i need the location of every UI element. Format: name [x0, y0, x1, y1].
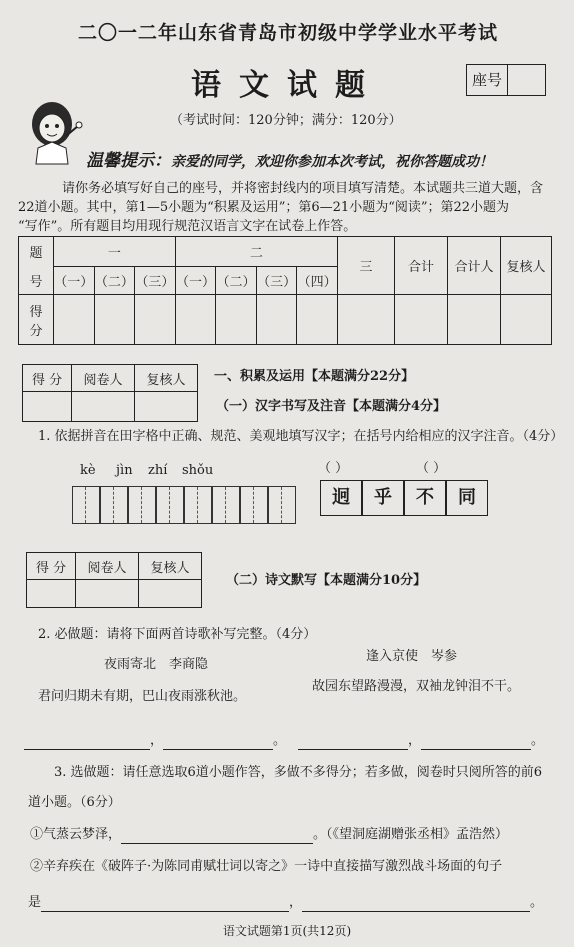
total-header: 合计 — [395, 237, 448, 295]
seat-number-box[interactable] — [466, 64, 546, 96]
score-table — [18, 236, 552, 345]
answer-line[interactable] — [121, 829, 313, 844]
q3-item-1-source: 。（《望洞庭湖赠张丞相》孟浩然） — [313, 827, 509, 842]
stamp-char-3: 不 — [404, 480, 446, 516]
grader-cell[interactable] — [76, 580, 139, 608]
stamp-char-1: 迥 — [320, 480, 362, 516]
sub-2-4: （四） — [297, 267, 338, 295]
grid-cell[interactable] — [72, 486, 100, 524]
grader-cell[interactable] — [27, 580, 76, 608]
question-2: 2. 必做题：请将下面两首诗歌补写完整。（4分） — [38, 627, 317, 642]
q3-item-2: ②辛弃疾在《破阵子·为陈同甫赋壮词以寄之》一诗中直接描写激烈战斗场面的句子 — [30, 859, 503, 874]
answer-line[interactable] — [302, 897, 530, 912]
row-label-score — [19, 295, 54, 345]
paren-left[interactable]: （ ） — [318, 461, 349, 476]
pinyin-4: shǒu — [182, 463, 214, 478]
grader-table-1 — [22, 364, 198, 422]
paren-right[interactable]: （ ） — [416, 461, 447, 476]
sub-2-3: （三） — [256, 267, 297, 295]
grader-score-label: 得 分 — [23, 365, 72, 392]
question-1: 1. 依据拼音在田字格中正确、规范、美观地填写汉字；在括号内给相应的汉字注音。（4分） — [38, 429, 564, 444]
answer-line[interactable] — [41, 897, 289, 912]
warm-tip — [86, 146, 493, 171]
grader-cell[interactable] — [72, 392, 135, 422]
grader-cell[interactable] — [23, 392, 72, 422]
subject-title: 语文试题 — [191, 68, 383, 103]
score-cell[interactable] — [135, 295, 176, 345]
sub-1-2: （二） — [94, 267, 135, 295]
tip-greeting: 亲爱的同学，欢迎你参加本次考试，祝你答题成功！ — [171, 154, 493, 170]
poem-2-line: 故园东望路漫漫，双袖龙钟泪不干。 — [312, 679, 521, 694]
grader-reviewer-label: 复核人 — [135, 365, 198, 392]
score-cell[interactable] — [395, 295, 448, 345]
exam-title: 二〇一二年山东省青岛市初级中学学业水平考试 — [77, 22, 498, 44]
period: 。 — [273, 733, 287, 748]
grid-cell[interactable] — [212, 486, 240, 524]
sub-2-1: （一） — [175, 267, 216, 295]
q3-item-2-end-mid: ， — [289, 895, 303, 910]
poem-2-title: 逢入京使 岑参 — [366, 649, 458, 664]
stamp-char-2: 乎 — [362, 480, 404, 516]
section-2-header: 二 — [175, 237, 337, 267]
question-3-line-2: 道小题。（6分） — [28, 795, 121, 810]
answer-line[interactable] — [298, 735, 408, 750]
row-label-3: 得 — [29, 304, 43, 320]
score-cell[interactable] — [54, 295, 95, 345]
section-1-header: 一 — [54, 237, 176, 267]
score-cell[interactable] — [94, 295, 135, 345]
row-label-1: 题 — [19, 237, 54, 267]
pinyin-1: kè — [80, 463, 96, 478]
page-footer: 语文试题第1页(共12页) — [222, 924, 352, 938]
grader-reviewer-label: 复核人 — [139, 553, 202, 580]
scorer-header: 合计人 — [448, 237, 501, 295]
q3-item-2-end-end: 。 — [530, 895, 544, 910]
pinyin-3: zhí — [148, 463, 168, 478]
row-label-2: 号 — [19, 267, 54, 295]
score-cell[interactable] — [175, 295, 216, 345]
answer-line[interactable] — [163, 735, 273, 750]
sub-2-2: （二） — [216, 267, 257, 295]
score-cell[interactable] — [338, 295, 395, 345]
grid-cell[interactable] — [128, 486, 156, 524]
poem-answer-row — [24, 732, 544, 750]
instruction-line-3: “写作”。所有题目均用现行规范汉语言文字在试卷上作答。 — [18, 219, 357, 234]
grid-cell[interactable] — [156, 486, 184, 524]
comma: ， — [150, 733, 164, 748]
question-3-line-1: 3. 选做题：请任意选取6道小题作答，多做不多得分；若多做，阅卷时只阅所答的前6 — [54, 765, 543, 780]
q3-item-1-start: ①气蒸云梦泽， — [30, 827, 122, 842]
poem-1-title: 夜雨寄北 李商隐 — [104, 657, 209, 672]
cartoon-girl-illustration — [18, 96, 88, 166]
writing-grid — [72, 486, 296, 528]
reviewer-header: 复核人 — [501, 237, 552, 295]
section-two-heading: （二）诗文默写【本题满分10分】 — [226, 573, 427, 588]
answer-line[interactable] — [24, 735, 150, 750]
instruction-line-2: 22道小题。其中，第1—5小题为“积累及运用”；第6—21小题为“阅读”；第22小题为 — [18, 200, 510, 215]
sub-1-1: （一） — [54, 267, 95, 295]
grader-table-2 — [26, 552, 202, 608]
section-3-header: 三 — [338, 237, 395, 295]
q3-item-2-end-start: 是 — [28, 895, 42, 910]
score-cell[interactable] — [256, 295, 297, 345]
row-label-4: 分 — [29, 323, 43, 339]
grader-score-label: 得 分 — [27, 553, 76, 580]
score-cell[interactable] — [448, 295, 501, 345]
stamp-char-4: 同 — [446, 480, 488, 516]
section-one-subheading: （一）汉字书写及注音【本题满分4分】 — [216, 399, 447, 414]
answer-line[interactable] — [421, 735, 531, 750]
poem-1-line: 君问归期未有期，巴山夜雨涨秋池。 — [38, 689, 247, 704]
grader-cell[interactable] — [139, 580, 202, 608]
sub-1-3: （三） — [135, 267, 176, 295]
score-cell[interactable] — [501, 295, 552, 345]
score-cell[interactable] — [216, 295, 257, 345]
pinyin-2: jìn — [116, 463, 133, 478]
grid-cell[interactable] — [100, 486, 128, 524]
stamp-characters — [320, 480, 488, 516]
grader-cell[interactable] — [135, 392, 198, 422]
grid-cell[interactable] — [268, 486, 296, 524]
grader-label: 阅卷人 — [72, 365, 135, 392]
instruction-line-1: 请你务必填写好自己的座号，并将密封线内的项目填写清楚。本试题共三道大题，含 — [62, 181, 544, 196]
period: 。 — [531, 733, 545, 748]
exam-info: （考试时间：120分钟；满分：120分） — [170, 113, 402, 128]
grid-cell[interactable] — [184, 486, 212, 524]
comma: ， — [408, 733, 422, 748]
grid-cell[interactable] — [240, 486, 268, 524]
q3-item-1 — [30, 826, 508, 844]
section-one-heading: 一、积累及运用【本题满分22分】 — [214, 369, 415, 384]
grader-label: 阅卷人 — [76, 553, 139, 580]
score-cell[interactable] — [297, 295, 338, 345]
tip-label: 温馨提示： — [86, 151, 171, 171]
seat-label: 座号 — [467, 65, 508, 95]
q3-item-2-answer — [28, 894, 543, 912]
